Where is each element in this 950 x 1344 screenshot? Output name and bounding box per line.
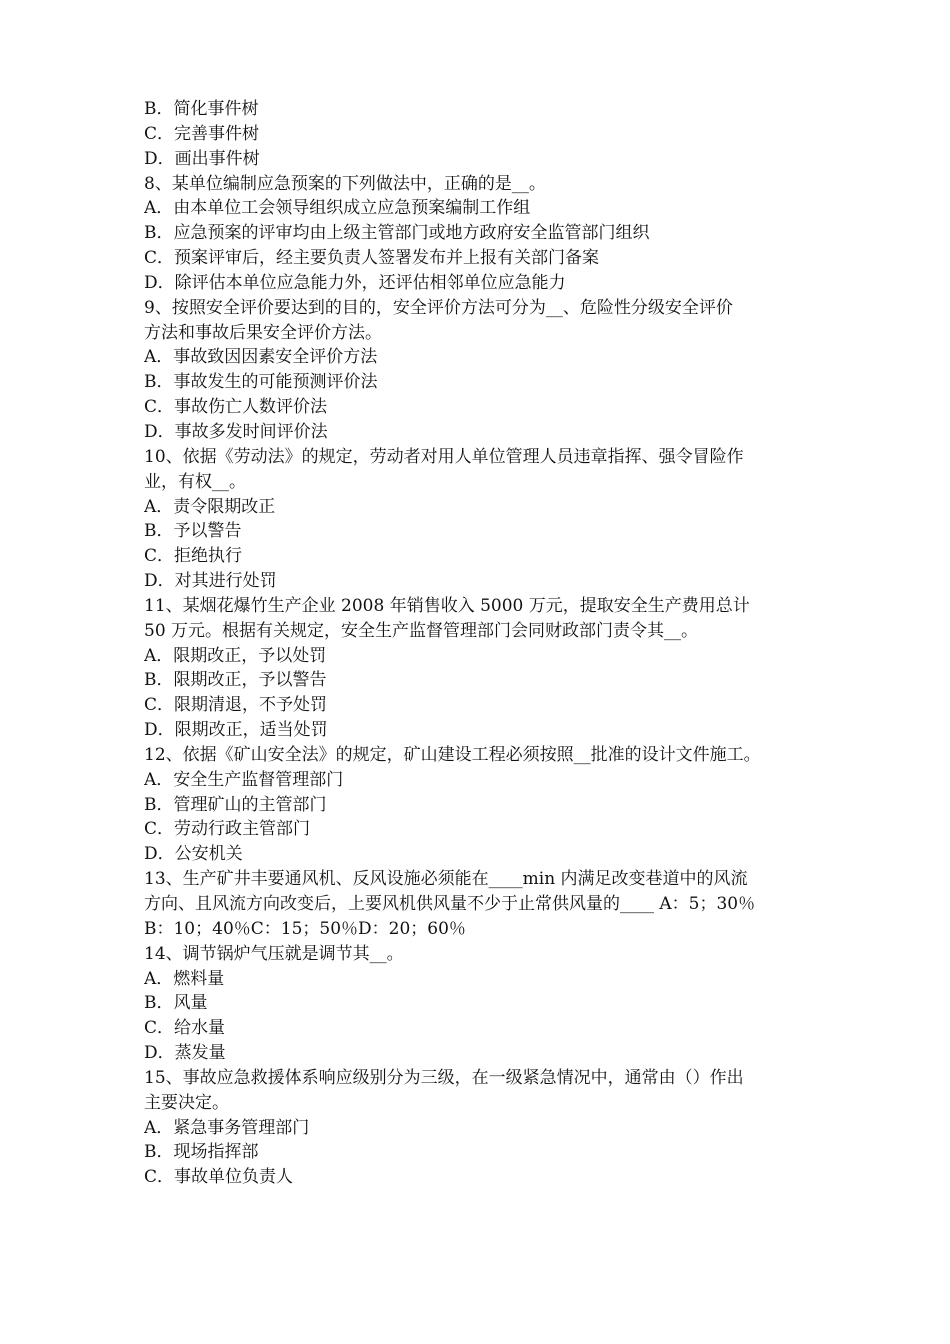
text-line: A．事故致因因素安全评价方法 bbox=[144, 347, 378, 368]
text-line: C．完善事件树 bbox=[144, 123, 260, 144]
question-9-stem: 9、按照安全评价要达到的目的，安全评价方法可分为__、危险性分级安全评价 bbox=[144, 297, 733, 318]
text-line: B．风量 bbox=[144, 993, 208, 1014]
question-13-stem: 13、生产矿井丰要通风机、反风设施必须能在____min 内满足改变巷道中的风流 bbox=[144, 869, 748, 890]
text-line: D．蒸发量 bbox=[144, 1043, 226, 1064]
text-line: D．画出事件树 bbox=[144, 148, 260, 169]
text-line: C．限期清退，不予处罚 bbox=[144, 695, 328, 716]
text-line: A．安全生产监督管理部门 bbox=[144, 769, 344, 790]
question-14-stem: 14、调节锅炉气压就是调节其__。 bbox=[144, 943, 404, 964]
text-line: D．限期改正，适当处罚 bbox=[144, 720, 328, 741]
text-line: B：10；40％C：15；50％D：20；60％ bbox=[144, 918, 466, 939]
question-10-stem: 10、依据《劳动法》的规定，劳动者对用人单位管理人员违章指挥、强令冒险作 bbox=[144, 446, 744, 467]
text-line: B．现场指挥部 bbox=[144, 1142, 259, 1163]
text-line: B．管理矿山的主管部门 bbox=[144, 794, 327, 815]
text-line: D．对其进行处罚 bbox=[144, 571, 277, 592]
question-12-stem: 12、依据《矿山安全法》的规定，矿山建设工程必须按照__批准的设计文件施工。 bbox=[144, 744, 761, 765]
question-8-stem: 8、某单位编制应急预案的下列做法中，正确的是__。 bbox=[144, 173, 546, 194]
text-line: 业，有权__。 bbox=[144, 471, 246, 492]
text-line: A．责令限期改正 bbox=[144, 496, 276, 517]
text-line: 主要决定。 bbox=[144, 1092, 229, 1113]
question-15-stem: 15、事故应急救援体系响应级别分为三级，在一级紧急情况中，通常由（）作出 bbox=[144, 1067, 744, 1088]
text-line: A．由本单位工会领导组织成立应急预案编制工作组 bbox=[144, 198, 531, 219]
question-11-stem: 11、某烟花爆竹生产企业 2008 年销售收入 5000 万元，提取安全生产费用总计 bbox=[144, 595, 750, 616]
text-line: B．事故发生的可能预测评价法 bbox=[144, 372, 378, 393]
text-line: D．事故多发时间评价法 bbox=[144, 421, 328, 442]
text-line: C．劳动行政主管部门 bbox=[144, 819, 311, 840]
text-line: C．事故单位负责人 bbox=[144, 1167, 294, 1188]
question-text-block bbox=[144, 97, 820, 1190]
text-line: D．公安机关 bbox=[144, 844, 243, 865]
text-line: B．应急预案的评审均由上级主管部门或地方政府安全监管部门组织 bbox=[144, 223, 650, 244]
text-line: 方法和事故后果安全评价方法。 bbox=[144, 322, 382, 343]
text-line: B．予以警告 bbox=[144, 521, 242, 542]
text-line: A．紧急事务管理部门 bbox=[144, 1117, 310, 1138]
text-line: C．预案评审后，经主要负责人签署发布并上报有关部门备案 bbox=[144, 248, 600, 269]
text-line: C．拒绝执行 bbox=[144, 546, 243, 567]
text-line: 方向、且风流方向改变后，上要风机供风量不少于止常供风量的____ A：5；30％ bbox=[144, 894, 756, 914]
text-line: A．燃料量 bbox=[144, 968, 225, 989]
text-line: C．事故伤亡人数评价法 bbox=[144, 397, 328, 418]
text-line: 50 万元。根据有关规定，安全生产监督管理部门会同财政部门责令其__。 bbox=[144, 620, 699, 641]
text-line: B．简化事件树 bbox=[144, 99, 259, 119]
text-line: A．限期改正，予以处罚 bbox=[144, 645, 327, 666]
text-line: B．限期改正，予以警告 bbox=[144, 670, 327, 691]
text-line: C．给水量 bbox=[144, 1018, 226, 1039]
text-line: D．除评估本单位应急能力外，还评估相邻单位应急能力 bbox=[144, 272, 566, 293]
